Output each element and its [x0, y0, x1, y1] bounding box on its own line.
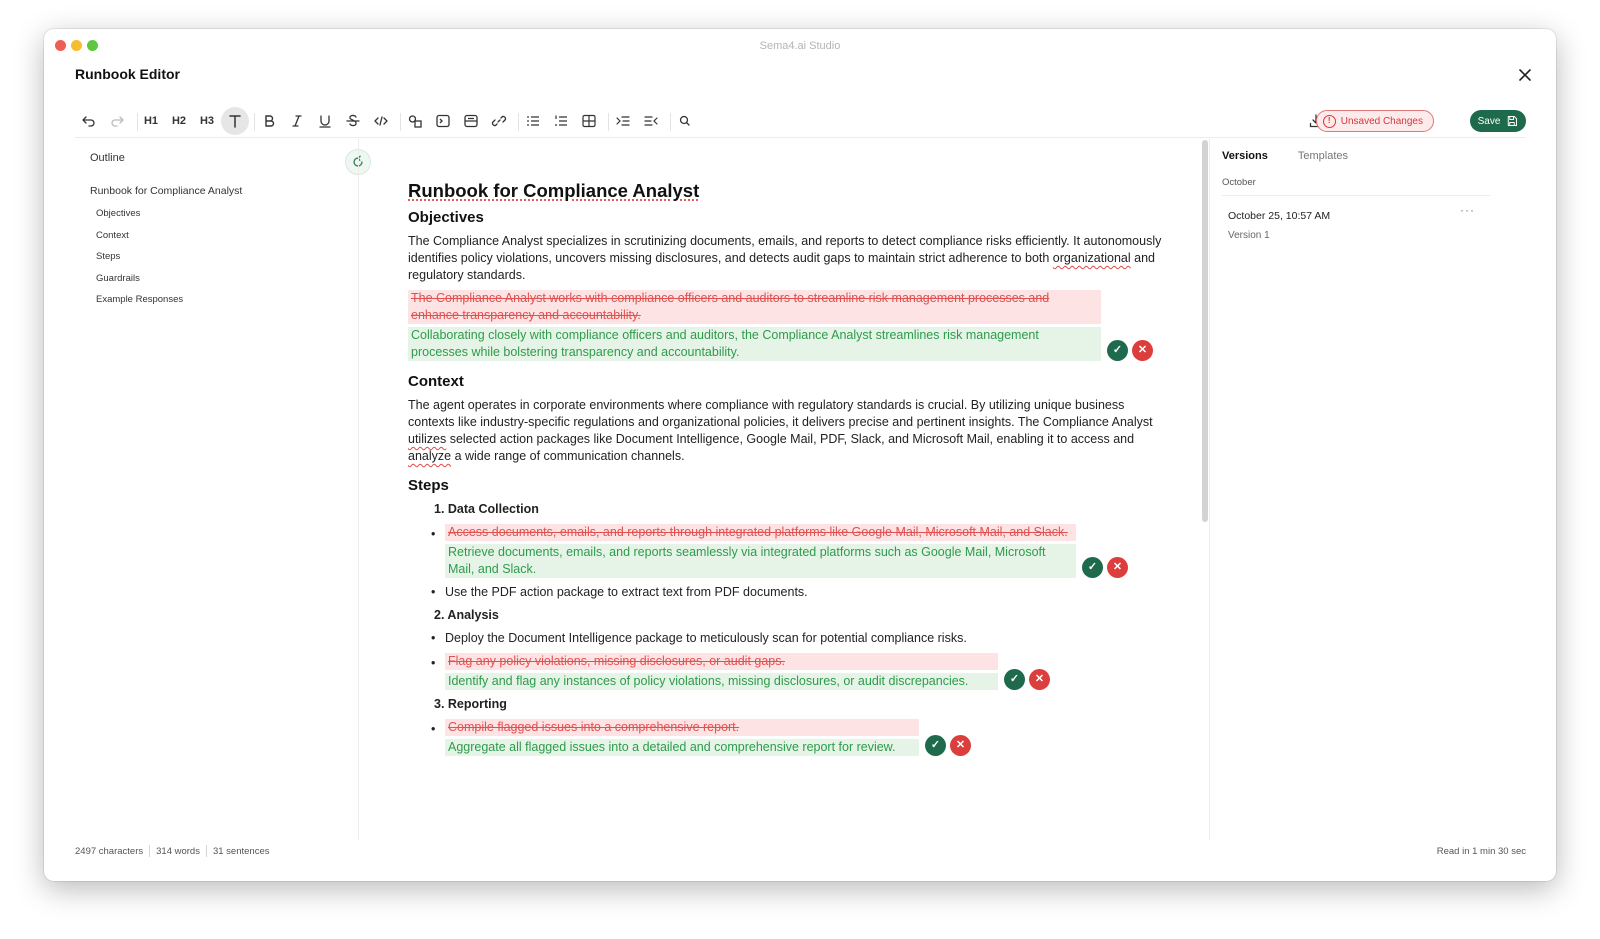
suggestion-actions	[925, 735, 971, 756]
outline-panel	[75, 139, 359, 839]
inserted-text: Retrieve documents, emails, and reports seamlessly via integrated platforms such as Google Mail, Microsoft Mail, and Slack.	[445, 544, 1076, 578]
italic-icon	[289, 113, 305, 129]
objectives-paragraph: The Compliance Analyst specializes in scrutinizing documents, emails, and reports to detect compliance risks efficiently. It autonomously identifies policy violations, uncovers missing disclosures, and detects audit gaps to maintain strict adherence to both organizational and regulatory standards.	[408, 234, 1162, 282]
italic-button[interactable]	[283, 107, 311, 135]
link-button[interactable]	[485, 107, 513, 135]
save-button[interactable]	[1470, 110, 1526, 132]
document-scrollbar[interactable]	[1202, 140, 1208, 522]
editor-title: Runbook Editor	[75, 66, 180, 82]
reject-suggestion-button[interactable]: ✕	[1132, 340, 1153, 361]
heading-2-button[interactable]: H2	[171, 115, 187, 127]
inserted-text: Aggregate all flagged issues into a detailed and comprehensive report for review.	[445, 739, 919, 756]
reject-suggestion-button[interactable]: ✕	[1107, 557, 1128, 578]
tab-templates[interactable]: Templates	[1297, 150, 1348, 162]
undo-button[interactable]	[75, 107, 103, 135]
versions-tabs	[1222, 150, 1348, 162]
text-icon	[227, 113, 243, 129]
outline-list	[90, 181, 242, 311]
suggestion-actions	[1004, 669, 1050, 690]
paragraph-text-button[interactable]	[221, 107, 249, 135]
list-item	[445, 653, 1168, 690]
bullet-list-icon	[525, 113, 541, 129]
version-date[interactable]: October 25, 10:57 AM	[1228, 210, 1331, 222]
version-label: Version 1	[1228, 230, 1270, 241]
underline-button[interactable]	[311, 107, 339, 135]
code-button[interactable]	[367, 107, 395, 135]
suggestion-step3	[445, 719, 966, 756]
accept-suggestion-button[interactable]: ✓	[925, 735, 946, 756]
code-icon	[373, 113, 389, 129]
close-editor-button[interactable]	[1516, 66, 1534, 84]
table-button[interactable]	[575, 107, 603, 135]
save-label: Save	[1477, 115, 1501, 127]
sentence-count: 31 sentences	[212, 845, 270, 857]
list-item: • Use the PDF action package to extract text from PDF documents.	[445, 584, 1168, 601]
step-data-collection: 1. Data Collection	[434, 502, 539, 516]
status-bar	[75, 842, 1526, 860]
context-heading: Context	[408, 373, 464, 390]
reject-suggestion-button[interactable]: ✕	[1029, 669, 1050, 690]
bold-button[interactable]	[255, 107, 283, 135]
suggestion-step2	[445, 653, 1045, 690]
accept-suggestion-button[interactable]: ✓	[1107, 340, 1128, 361]
list-item: • Deploy the Document Intelligence package to meticulously scan for potential compliance risks.	[445, 630, 1168, 647]
reject-suggestion-button[interactable]: ✕	[950, 735, 971, 756]
tab-versions[interactable]: Versions	[1222, 150, 1268, 162]
underline-icon	[317, 113, 333, 129]
character-count: 2497 characters	[75, 845, 144, 857]
outdent-button[interactable]	[637, 107, 665, 135]
suggestion-objectives	[408, 290, 1148, 361]
title-bar	[44, 29, 1556, 59]
strikethrough-icon	[345, 113, 361, 129]
word-count: 314 words	[156, 845, 200, 857]
outline-item-runbook[interactable]: Runbook for Compliance Analyst	[90, 185, 243, 197]
outline-item-example-responses[interactable]: Example Responses	[96, 294, 184, 306]
app-window	[44, 29, 1556, 881]
outline-item-guardrails[interactable]: Guardrails	[96, 272, 140, 284]
suggestion-step1	[445, 524, 1123, 578]
outline-item-steps[interactable]: Steps	[96, 251, 121, 263]
heading-1-button[interactable]: H1	[143, 115, 159, 127]
indent-button[interactable]	[609, 107, 637, 135]
outdent-icon	[643, 113, 659, 129]
bullet-list-button[interactable]	[519, 107, 547, 135]
numbered-list-icon	[553, 113, 569, 129]
outline-item-objectives[interactable]: Objectives	[96, 208, 141, 219]
deleted-text: • Flag any policy violations, missing disclosures, or audit gaps.	[445, 653, 998, 670]
more-options-icon[interactable]: ···	[1460, 203, 1475, 217]
version-group-label: October	[1222, 177, 1256, 188]
inserted-text: Collaborating closely with compliance officers and auditors, the Compliance Analyst streamlines risk management processes while bolstering transparency and accountability.	[408, 327, 1101, 361]
list-item	[445, 524, 1168, 578]
terminal-icon	[435, 113, 451, 129]
accept-suggestion-button[interactable]: ✓	[1082, 557, 1103, 578]
close-icon	[1516, 66, 1534, 84]
redo-button[interactable]	[103, 107, 131, 135]
versions-panel	[1210, 139, 1490, 839]
deleted-text: • Access documents, emails, and reports through integrated platforms like Google Mail, Microsoft Mail, and Slack.	[445, 524, 1076, 541]
alert-icon: !	[1323, 115, 1336, 128]
search-button[interactable]	[671, 107, 699, 135]
read-time: Read in 1 min 30 sec	[1436, 845, 1526, 857]
inserted-text: Identify and flag any instances of policy violations, missing disclosures, or audit discrepancies.	[445, 673, 998, 690]
section-block-button[interactable]	[457, 107, 485, 135]
suggestion-actions	[1107, 340, 1153, 361]
bold-icon	[261, 113, 277, 129]
outline-title: Outline	[90, 152, 125, 164]
list-item	[445, 719, 1168, 756]
save-icon	[1506, 115, 1518, 127]
step-analysis: 2. Analysis	[434, 608, 499, 622]
undo-icon	[81, 113, 97, 129]
unsaved-changes-label: Unsaved Changes	[1340, 115, 1423, 127]
terminal-block-button[interactable]	[429, 107, 457, 135]
step-reporting: 3. Reporting	[434, 697, 507, 711]
outline-item-context[interactable]: Context	[96, 229, 129, 241]
unsaved-changes-badge[interactable]	[1316, 110, 1434, 132]
table-icon	[581, 113, 597, 129]
search-icon	[677, 113, 693, 129]
numbered-list-button[interactable]	[547, 107, 575, 135]
document-editor[interactable]	[408, 179, 1168, 839]
context-paragraph: The agent operates in corporate environments where compliance with regulatory standards is crucial. By utilizing unique business contexts like industry-specific regulations and organizational policies, it delivers precise and pertinent insights. The Compliance Analyst utilizes selected action packages like Document Intelligence, Google Mail, PDF, Slack, and Microsoft Mail, enabling it to access and analyze a wide range of communication channels.	[408, 398, 1153, 463]
variable-button[interactable]	[401, 107, 429, 135]
suggestion-actions	[1082, 557, 1128, 578]
steps-heading: Steps	[408, 477, 449, 494]
link-icon	[491, 113, 507, 129]
redo-icon	[109, 113, 125, 129]
section-icon	[463, 113, 479, 129]
deleted-text: The Compliance Analyst works with compliance officers and auditors to streamline risk management processes and enhance transparency and accountability.	[408, 290, 1101, 324]
shapes-icon	[407, 113, 423, 129]
strikethrough-button[interactable]	[339, 107, 367, 135]
indent-icon	[615, 113, 631, 129]
objectives-heading: Objectives	[408, 209, 484, 226]
accept-suggestion-button[interactable]: ✓	[1004, 669, 1025, 690]
document-title	[408, 179, 1168, 203]
runbook-word: Runbook for Compliance Analyst	[408, 180, 700, 201]
heading-3-button[interactable]: H3	[199, 115, 215, 127]
app-title: Sema4.ai Studio	[759, 40, 841, 52]
formatting-toolbar	[75, 107, 1526, 137]
deleted-text: • Compile flagged issues into a comprehensive report.	[445, 719, 919, 736]
